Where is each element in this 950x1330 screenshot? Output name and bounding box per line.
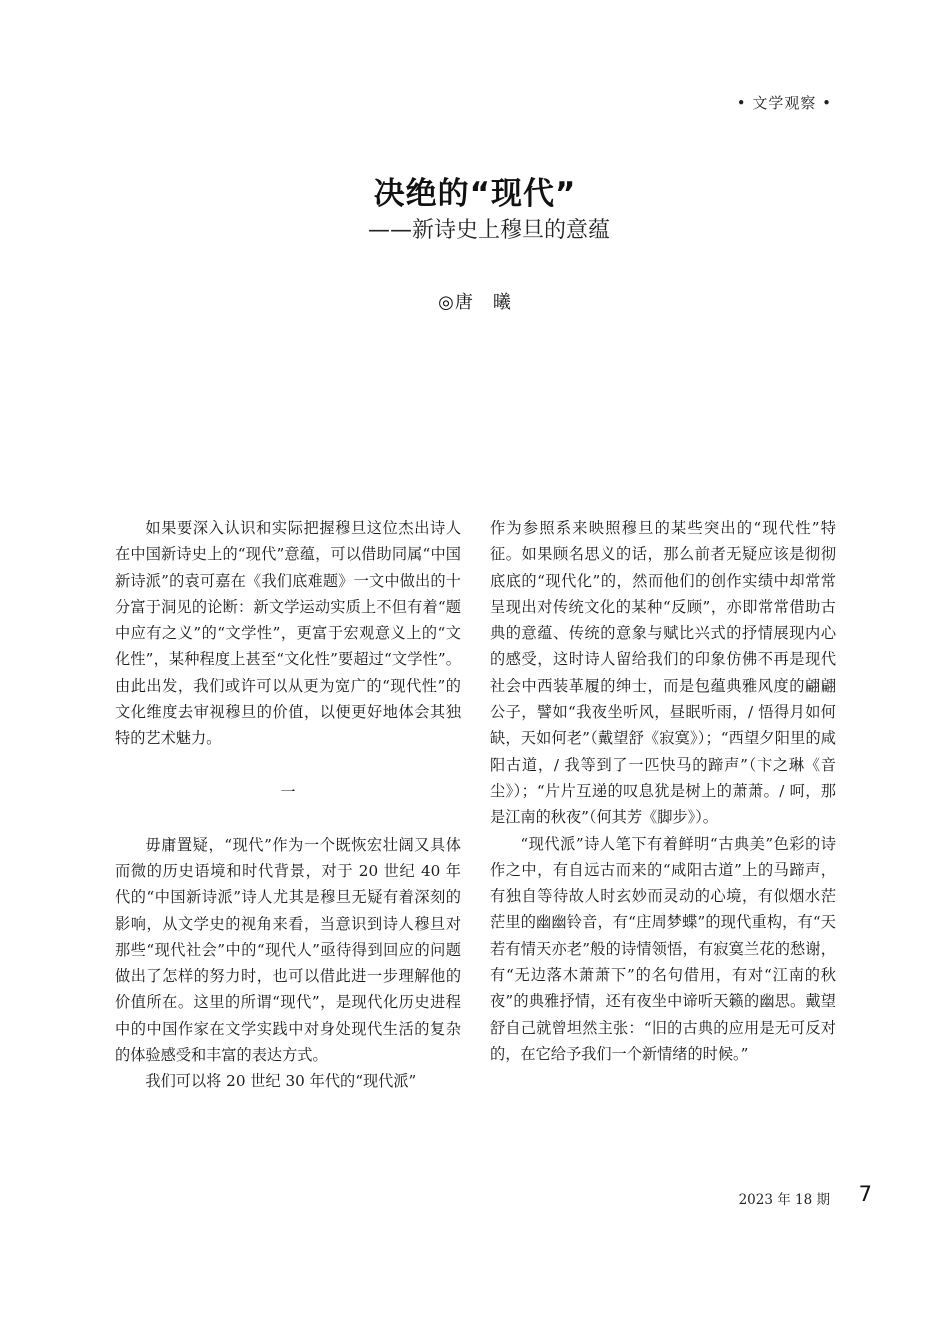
footer-issue: 2023 年 18 期 [738, 1192, 830, 1208]
body-paragraph-3: “现代派”诗人笔下有着鲜明“古典美”色彩的诗作之中，有自远古而来的“咸阳古道”上的马蹄声，有独自等待故人时玄妙而灵动的心境，有似烟水茫茫里的幽幽铃音，有“庄周梦蝶”的现代重构，有“天若有情天亦老”般的诗情领悟，有寂寞兰花的愁谢，有“无边落木萧萧下”的名句借用，有对“江南的秋夜”的典雅抒情，还有夜坐中谛听天籁的幽思。戴望舒自己就曾坦然主张：“旧的古典的应用是无可反对的，在它给予我们一个新情绪的时候。” [490, 834, 836, 1063]
intro-paragraph: 如果要深入认识和实际把握穆旦这位杰出诗人在中国新诗史上的“现代”意蕴，可以借助同属“中国新诗派”的袁可嘉在《我们底难题》一文中做出的十分富于洞见的论断：新文学运动实质上不但有着“题中应有之义”的“文学性”，更富于宏观意义上的“文化性”，某种程度上甚至“文化性”要超过“文学性”。由此出发，我们或许可以从更为宽广的“现代性”的文化维度去审视穆旦的价值，以便更好地体会其独特的艺术魅力。 [115, 519, 461, 748]
section-tag: • 文学观察 • [736, 94, 832, 112]
article-title: 决绝的“现代” [373, 176, 577, 212]
body-paragraph-2-start: 我们可以将 20 世纪 30 年代的“现代派” [145, 1072, 417, 1091]
body-paragraph-1: 毋庸置疑，“现代”作为一个既恢宏壮阔又具体而微的历史语境和时代背景，对于 20 世纪 40 年代的“中国新诗派”诗人尤其是穆旦无疑有着深刻的影响，从文学史的视角来看，当意识到诗人穆旦对那些“现代社会”中的“现代人”亟待得到回应的问题做出了怎样的努力时，也可以借此进一步理解他的价值所在。这里的所谓“现代”，是现代化历史进程中的中国作家在文学实践中对身处现代生活的复杂的体验感受和丰富的表达方式。 [115, 835, 461, 1065]
article-author: ◎唐 曦 [438, 292, 512, 313]
right-column [490, 515, 836, 1067]
section-number: 一 [280, 782, 296, 801]
left-column [115, 515, 461, 1095]
page-number: 7 [858, 1182, 872, 1206]
body-paragraph-2-continued: 作为参照系来映照穆旦的某些突出的“现代性”特征。如果顾名思义的话，那么前者无疑应该是彻彻底底的“现代化”的，然而他们的创作实绩中却常常呈现出对传统文化的某种“反顾”，亦即常常借助古典的意蕴、传统的意象与赋比兴式的抒情展现内心的感受，这时诗人留给我们的印象仿佛不再是现代社会中西装革履的绅士，而是包蕴典雅风度的翩翩公子，譬如“我夜坐听风，昼眠听雨，/ 悟得月如何缺，天如何老”（戴望舒《寂寞》）；“西望夕阳里的咸阳古道，/ 我等到了一匹快马的蹄声”（卞之琳《音尘》）；“片片互递的叹息犹是树上的萧萧。/ 呵，那是江南的秋夜”（何其芳《脚步》）。 [490, 519, 836, 827]
article-subtitle: ——新诗史上穆旦的意蕴 [367, 218, 610, 243]
